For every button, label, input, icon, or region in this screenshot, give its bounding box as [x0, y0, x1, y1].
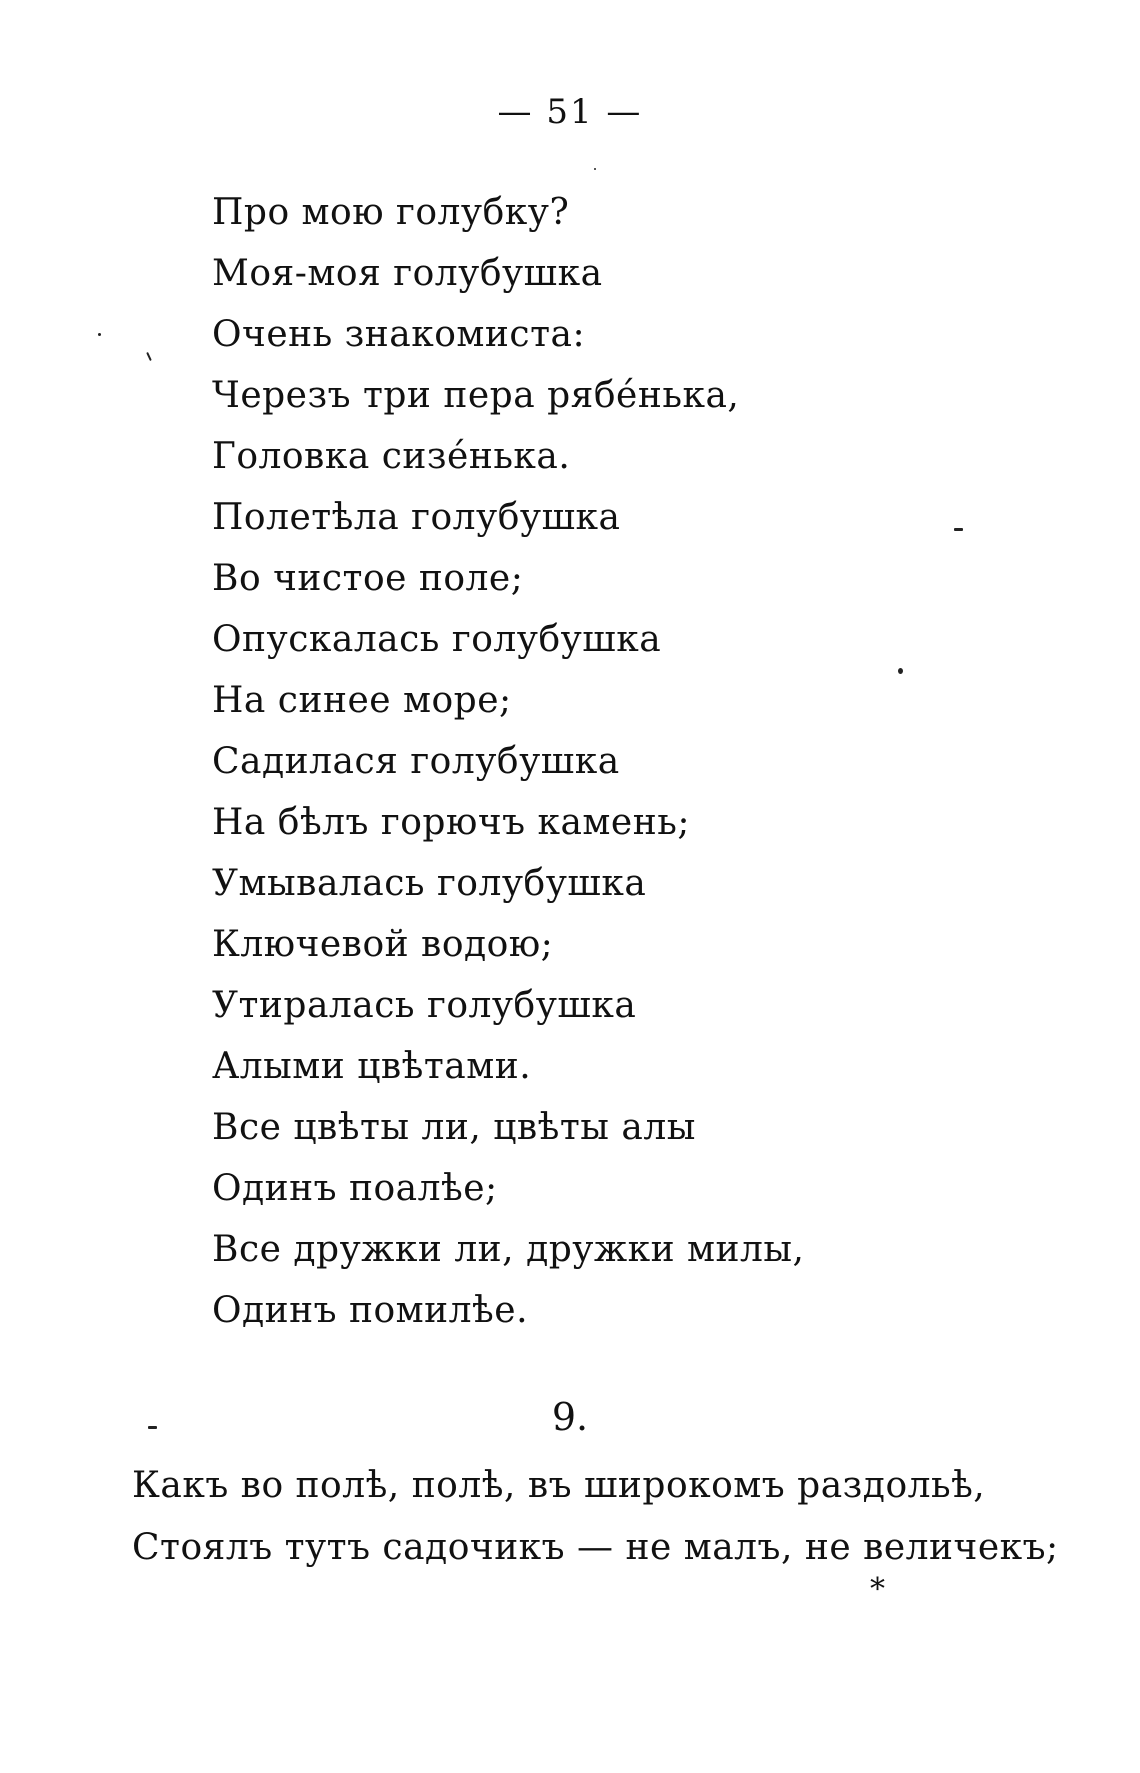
- verse-line: Черезъ три пера рябе́нька,: [212, 375, 740, 416]
- verse-line: Умывалась голубушка: [212, 863, 647, 904]
- verse-line: Садилася голубушка: [212, 741, 620, 782]
- scan-speck: [898, 668, 903, 674]
- verse-line: Во чистое поле;: [212, 558, 524, 599]
- verse-line: На бѣлъ горючъ камень;: [212, 802, 690, 843]
- verse-line: Очень знакомиста:: [212, 314, 586, 355]
- section-number: 9.: [551, 1395, 589, 1439]
- verse-line: Головка сизе́нька.: [212, 436, 571, 477]
- verse-line: Одинъ помилѣе.: [212, 1290, 529, 1331]
- verse-line: Все цвѣты ли, цвѣты алы: [212, 1107, 696, 1148]
- prose-line: Стоялъ тутъ садочикъ — не малъ, не величекъ;: [132, 1527, 1059, 1568]
- scan-speck: [954, 528, 963, 531]
- verse-line: Ключевой водою;: [212, 924, 554, 965]
- prose-block: [132, 1455, 1059, 1579]
- verse-line: Утиралась голубушка: [212, 985, 637, 1026]
- verse-line: На синее море;: [212, 680, 512, 721]
- verse-line: Опускалась голубушка: [212, 619, 662, 660]
- scan-speck: [146, 352, 152, 361]
- prose-line: Какъ во полѣ, полѣ, въ широкомъ раздольѣ,: [132, 1465, 986, 1506]
- verse-line: Про мою голубку?: [212, 192, 570, 233]
- page-number: — 51 —: [497, 92, 643, 132]
- poem-block: [212, 182, 804, 1341]
- verse-line: Одинъ поалѣе;: [212, 1168, 498, 1209]
- scan-speck: [98, 333, 101, 336]
- scan-speck: [594, 168, 596, 170]
- verse-line: Моя-моя голубушка: [212, 253, 603, 294]
- verse-line: Полетѣла голубушка: [212, 497, 621, 538]
- catchword-asterisk: *: [870, 1572, 885, 1607]
- scan-speck: [148, 1426, 157, 1429]
- verse-line: Все дружки ли, дружки милы,: [212, 1229, 805, 1270]
- verse-line: Алыми цвѣтами.: [212, 1046, 532, 1087]
